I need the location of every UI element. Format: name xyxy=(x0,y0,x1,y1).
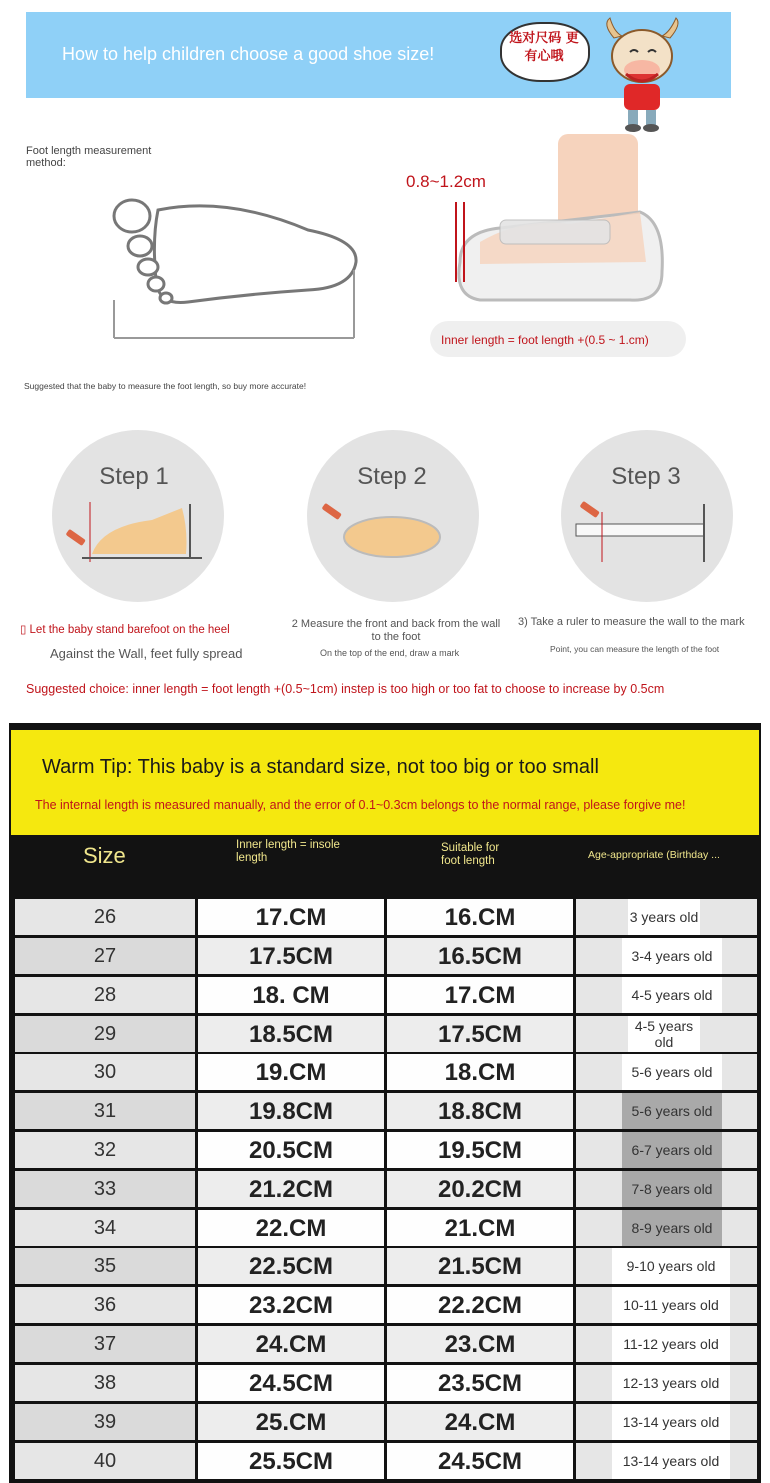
inner-length-value: 18. CM xyxy=(252,982,330,1009)
inner-length-cell xyxy=(198,1132,384,1168)
step-2-title: Step 2 xyxy=(357,463,427,490)
size-cell xyxy=(15,1365,195,1401)
size-cell xyxy=(15,1443,195,1479)
inner-length-value: 17.CM xyxy=(255,904,327,931)
foot-length-cell xyxy=(387,1248,573,1284)
size-cell xyxy=(15,1248,195,1284)
inner-length-value: 24.5CM xyxy=(248,1370,334,1397)
size-value: 35 xyxy=(93,1255,117,1277)
foot-length-cell xyxy=(387,977,573,1013)
inner-length-cell xyxy=(198,1171,384,1207)
age-value: 9-10 years old xyxy=(612,1248,730,1284)
step-3-line2: Point, you can measure the length of the foot xyxy=(550,644,720,654)
step-1-title: Step 1 xyxy=(99,463,169,490)
age-cell xyxy=(576,1054,757,1090)
header-size: Size xyxy=(83,843,126,868)
header-inner-length: Inner length = insole length xyxy=(236,839,340,864)
inner-length-cell xyxy=(198,1443,384,1479)
table-row xyxy=(12,1287,757,1325)
inner-length-cell xyxy=(198,1093,384,1129)
size-cell xyxy=(15,1054,195,1090)
foot-length-value: 24.5CM xyxy=(437,1448,523,1475)
step-1-line2: Against the Wall, feet fully spread xyxy=(50,646,243,661)
age-cell xyxy=(576,1171,757,1207)
shoe-with-foot-icon xyxy=(440,132,670,312)
inner-length-value: 22.5CM xyxy=(248,1253,334,1280)
foot-length-value: 18.8CM xyxy=(437,1098,523,1125)
inner-length-value: 23.2CM xyxy=(248,1292,334,1319)
size-value: 29 xyxy=(93,1023,117,1045)
age-cell xyxy=(576,1248,757,1284)
method-label: Foot length measurement method: xyxy=(26,145,152,169)
step-2-foot-icon xyxy=(318,500,463,570)
size-value: 26 xyxy=(93,906,117,928)
age-cell xyxy=(576,1016,757,1052)
foot-length-cell xyxy=(387,1016,573,1052)
warm-tip-text: Warm Tip: This baby is a standard size, not too big or too small xyxy=(42,756,599,778)
age-value: 5-6 years old xyxy=(622,1054,722,1090)
foot-length-value: 17.5CM xyxy=(437,1021,523,1048)
warm-tip-panel xyxy=(11,730,759,835)
age-value: 4-5 years old xyxy=(622,977,722,1013)
step-1-line1: ▯ Let the baby stand barefoot on the heel xyxy=(20,624,230,636)
foot-length-value: 16.5CM xyxy=(437,943,523,970)
footprint-drawing-icon xyxy=(108,190,368,340)
age-value: 6-7 years old xyxy=(622,1132,722,1168)
suggest-note: Suggested that the baby to measure the foot length, so buy more accurate! xyxy=(24,381,307,391)
inner-length-value: 18.5CM xyxy=(248,1021,334,1048)
age-value: 3-4 years old xyxy=(622,938,722,974)
step-2-line1: 2 Measure the front and back from the wall to the foot xyxy=(291,618,501,643)
foot-length-cell xyxy=(387,1443,573,1479)
foot-length-cell xyxy=(387,1054,573,1090)
size-cell xyxy=(15,1404,195,1440)
size-value: 27 xyxy=(93,945,117,967)
age-value: 3 years old xyxy=(628,899,700,935)
foot-length-cell xyxy=(387,1404,573,1440)
inner-length-cell xyxy=(198,1287,384,1323)
inner-length-value: 20.5CM xyxy=(248,1137,334,1164)
step-2-line2: On the top of the end, draw a mark xyxy=(320,648,460,658)
size-cell xyxy=(15,1132,195,1168)
table-row xyxy=(12,1016,757,1054)
foot-length-value: 20.2CM xyxy=(437,1176,523,1203)
foot-length-value: 22.2CM xyxy=(437,1292,523,1319)
foot-length-cell xyxy=(387,1287,573,1323)
foot-length-cell xyxy=(387,1132,573,1168)
inner-length-cell xyxy=(198,1054,384,1090)
size-value: 39 xyxy=(93,1411,117,1433)
inner-length-value: 25.5CM xyxy=(248,1448,334,1475)
foot-length-value: 24.CM xyxy=(444,1409,516,1436)
inner-length-cell xyxy=(198,1404,384,1440)
age-cell xyxy=(576,1326,757,1362)
inner-length-cell xyxy=(198,977,384,1013)
inner-length-cell xyxy=(198,1016,384,1052)
age-cell xyxy=(576,899,757,935)
suggested-choice: Suggested choice: inner length = foot length +(0.5~1cm) instep is too high or too fat to choose to increase by 0.5cm xyxy=(26,682,665,696)
inner-length-cell xyxy=(198,1248,384,1284)
size-value: 34 xyxy=(93,1217,117,1239)
table-row xyxy=(12,938,757,976)
inner-length-value: 25.CM xyxy=(255,1409,327,1436)
age-cell xyxy=(576,1287,757,1323)
step-3-ruler-icon xyxy=(572,500,717,570)
foot-length-cell xyxy=(387,1171,573,1207)
size-value: 30 xyxy=(93,1061,117,1083)
inner-length-value: 19.8CM xyxy=(248,1098,334,1125)
table-row xyxy=(12,1171,757,1209)
age-value: 12-13 years old xyxy=(612,1365,730,1401)
inner-length-value: 19.CM xyxy=(255,1059,327,1086)
age-value: 10-11 years old xyxy=(612,1287,730,1323)
age-value: 7-8 years old xyxy=(622,1171,722,1207)
inner-length-value: 21.2CM xyxy=(248,1176,334,1203)
age-value: 13-14 years old xyxy=(612,1404,730,1440)
age-value: 11-12 years old xyxy=(612,1326,730,1362)
size-value: 28 xyxy=(93,984,117,1006)
age-cell xyxy=(576,938,757,974)
size-cell xyxy=(15,1326,195,1362)
age-cell xyxy=(576,1443,757,1479)
size-value: 36 xyxy=(93,1294,117,1316)
table-row xyxy=(12,1210,757,1248)
foot-length-value: 19.5CM xyxy=(437,1137,523,1164)
inner-length-cell xyxy=(198,938,384,974)
table-row xyxy=(12,1443,757,1481)
foot-length-cell xyxy=(387,938,573,974)
table-row xyxy=(12,1404,757,1442)
speech-bubble-text: 选对尺码 更有心哦 xyxy=(509,31,579,64)
size-cell xyxy=(15,1171,195,1207)
header-foot-length: Suitable for foot length xyxy=(441,842,500,867)
size-cell xyxy=(15,1016,195,1052)
age-cell xyxy=(576,1093,757,1129)
table-row xyxy=(12,1248,757,1286)
step-1-foot-icon xyxy=(62,500,207,570)
table-row xyxy=(12,1365,757,1403)
size-value: 32 xyxy=(93,1139,117,1161)
age-cell xyxy=(576,1365,757,1401)
age-value: 5-6 years old xyxy=(622,1093,722,1129)
foot-length-cell xyxy=(387,899,573,935)
error-note: The internal length is measured manually, and the error of 0.1~0.3cm belongs to the normal range, please forgive me! xyxy=(35,798,686,812)
age-cell xyxy=(576,1210,757,1246)
size-value: 38 xyxy=(93,1372,117,1394)
table-row xyxy=(12,1132,757,1170)
table-row xyxy=(12,1326,757,1364)
foot-length-value: 18.CM xyxy=(444,1059,516,1086)
size-value: 31 xyxy=(93,1100,117,1122)
inner-length-cell xyxy=(198,1210,384,1246)
cow-mascot-icon xyxy=(596,14,696,134)
age-cell xyxy=(576,977,757,1013)
inner-length-cell xyxy=(198,1326,384,1362)
size-cell xyxy=(15,1093,195,1129)
table-row xyxy=(12,977,757,1015)
foot-length-cell xyxy=(387,1326,573,1362)
age-value: 13-14 years old xyxy=(612,1443,730,1479)
foot-length-value: 23.5CM xyxy=(437,1370,523,1397)
table-row xyxy=(12,1093,757,1131)
inner-length-value: 24.CM xyxy=(255,1331,327,1358)
age-cell xyxy=(576,1132,757,1168)
size-value: 33 xyxy=(93,1178,117,1200)
table-row xyxy=(12,899,757,937)
gap-label: 0.8~1.2cm xyxy=(406,172,486,191)
inner-length-value: 17.5CM xyxy=(248,943,334,970)
foot-length-value: 21.CM xyxy=(444,1215,516,1242)
size-cell xyxy=(15,899,195,935)
age-value: 4-5 years old xyxy=(628,1016,700,1052)
size-cell xyxy=(15,1210,195,1246)
table-row xyxy=(12,1054,757,1092)
foot-length-cell xyxy=(387,1365,573,1401)
foot-length-cell xyxy=(387,1093,573,1129)
step-3-line1: 3) Take a ruler to measure the wall to the mark xyxy=(518,616,745,628)
size-cell xyxy=(15,938,195,974)
size-value: 40 xyxy=(93,1450,117,1472)
inner-length-value: 22.CM xyxy=(255,1215,327,1242)
foot-length-value: 16.CM xyxy=(444,904,516,931)
foot-length-value: 23.CM xyxy=(444,1331,516,1358)
size-cell xyxy=(15,977,195,1013)
size-cell xyxy=(15,1287,195,1323)
foot-length-value: 17.CM xyxy=(444,982,516,1009)
size-value: 37 xyxy=(93,1333,117,1355)
inner-length-cell xyxy=(198,1365,384,1401)
inner-length-cell xyxy=(198,899,384,935)
foot-length-cell xyxy=(387,1210,573,1246)
age-cell xyxy=(576,1404,757,1440)
inner-formula: Inner length = foot length +(0.5 ~ 1.cm) xyxy=(441,333,649,347)
step-3-title: Step 3 xyxy=(611,463,681,490)
foot-length-value: 21.5CM xyxy=(437,1253,523,1280)
header-age: Age-appropriate (Birthday ... xyxy=(588,849,720,861)
banner-title: How to help children choose a good shoe size! xyxy=(62,44,435,64)
age-value: 8-9 years old xyxy=(622,1210,722,1246)
